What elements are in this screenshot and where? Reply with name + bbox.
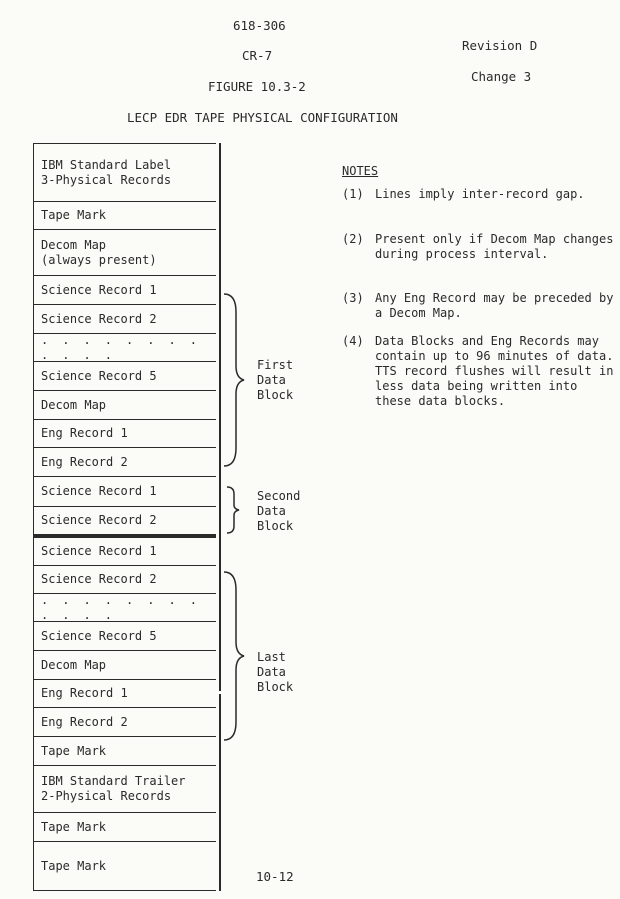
science-record (34, 305, 216, 334)
note-text: Any Eng Record may be preceded by a Decom Map. (375, 291, 614, 320)
ellipsis-row (34, 334, 216, 362)
tape-mark (34, 813, 216, 842)
figure-title: LECP EDR TAPE PHYSICAL CONFIGURATION (127, 110, 398, 125)
record-label: Tape Mark (41, 743, 107, 758)
ibm-standard-label (34, 143, 216, 202)
record-label: (always present) (41, 252, 157, 267)
notes-title: NOTES (342, 164, 379, 178)
record-label: Science Record 5 (41, 628, 157, 643)
record-label: Science Record 2 (41, 513, 157, 527)
tape-record-stack (33, 143, 220, 891)
tape-mark (34, 842, 216, 891)
science-record (34, 477, 216, 507)
eng-record (34, 680, 216, 708)
note-number: (3) (342, 291, 364, 305)
tape-mark (34, 202, 216, 230)
science-record (34, 622, 216, 651)
record-label: Tape Mark (41, 208, 107, 222)
record-label: Science Record 1 (41, 484, 157, 498)
ellipsis-row (34, 594, 216, 622)
record-label: IBM Standard Trailer (41, 774, 186, 788)
record-label: Decom Map (41, 397, 107, 412)
document-number: 618-306 (233, 18, 286, 33)
record-label: 2-Physical Records (41, 789, 172, 803)
record-label: Decom Map (41, 237, 107, 252)
change-label: Change 3 (471, 69, 532, 84)
ibm-standard-trailer (34, 766, 216, 813)
page-number: 10-12 (256, 869, 294, 884)
record-label: 3-Physical Records (41, 172, 172, 187)
record-label: . . . . . . . . . . . . (41, 592, 201, 622)
second-block-brace (225, 485, 241, 535)
decom-map (34, 230, 216, 276)
second-data-block-label: Second Data Block (257, 489, 301, 533)
last-block-brace (222, 570, 246, 742)
eng-record (34, 448, 216, 477)
record-label: Decom Map (41, 657, 107, 672)
first-data-block-label: First Data Block (257, 358, 294, 402)
science-record (34, 536, 216, 566)
record-label: Science Record 2 (41, 311, 157, 326)
record-label: Tape Mark (41, 858, 107, 873)
science-record (34, 507, 216, 536)
note-text: Present only if Decom Map changes during process interval. (375, 232, 614, 261)
note-text: Data Blocks and Eng Records may contain up to 96 minutes of data. TTS record flushes will result in less data being written into these data blocks. (375, 334, 614, 408)
record-label: Science Record 2 (41, 571, 157, 586)
note-number: (4) (342, 334, 364, 348)
record-label: Eng Record 1 (41, 426, 128, 440)
science-record (34, 276, 216, 305)
record-label: Tape Mark (41, 819, 107, 834)
record-label: Eng Record 2 (41, 714, 128, 729)
tape-mark (34, 737, 216, 766)
record-label: IBM Standard Label (41, 157, 172, 172)
first-block-brace (222, 292, 246, 468)
section-code: CR-7 (242, 48, 273, 63)
science-record (34, 565, 216, 594)
last-data-block-label: Last Data Block (257, 650, 294, 694)
record-label: Science Record 5 (41, 368, 157, 383)
eng-record (34, 708, 216, 737)
revision-label: Revision D (462, 38, 538, 53)
eng-record (34, 420, 216, 448)
decom-map (34, 391, 216, 420)
decom-map (34, 651, 216, 680)
figure-number: FIGURE 10.3-2 (208, 79, 306, 94)
record-label: Science Record 1 (41, 282, 157, 297)
note-number: (1) (342, 187, 364, 201)
record-label: . . . . . . . . . . . . (41, 332, 201, 362)
record-label: Eng Record 1 (41, 686, 128, 700)
note-number: (2) (342, 232, 364, 246)
science-record (34, 362, 216, 391)
note-text: Lines imply inter-record gap. (375, 187, 585, 201)
record-label: Eng Record 2 (41, 454, 128, 469)
record-label: Science Record 1 (41, 544, 157, 558)
